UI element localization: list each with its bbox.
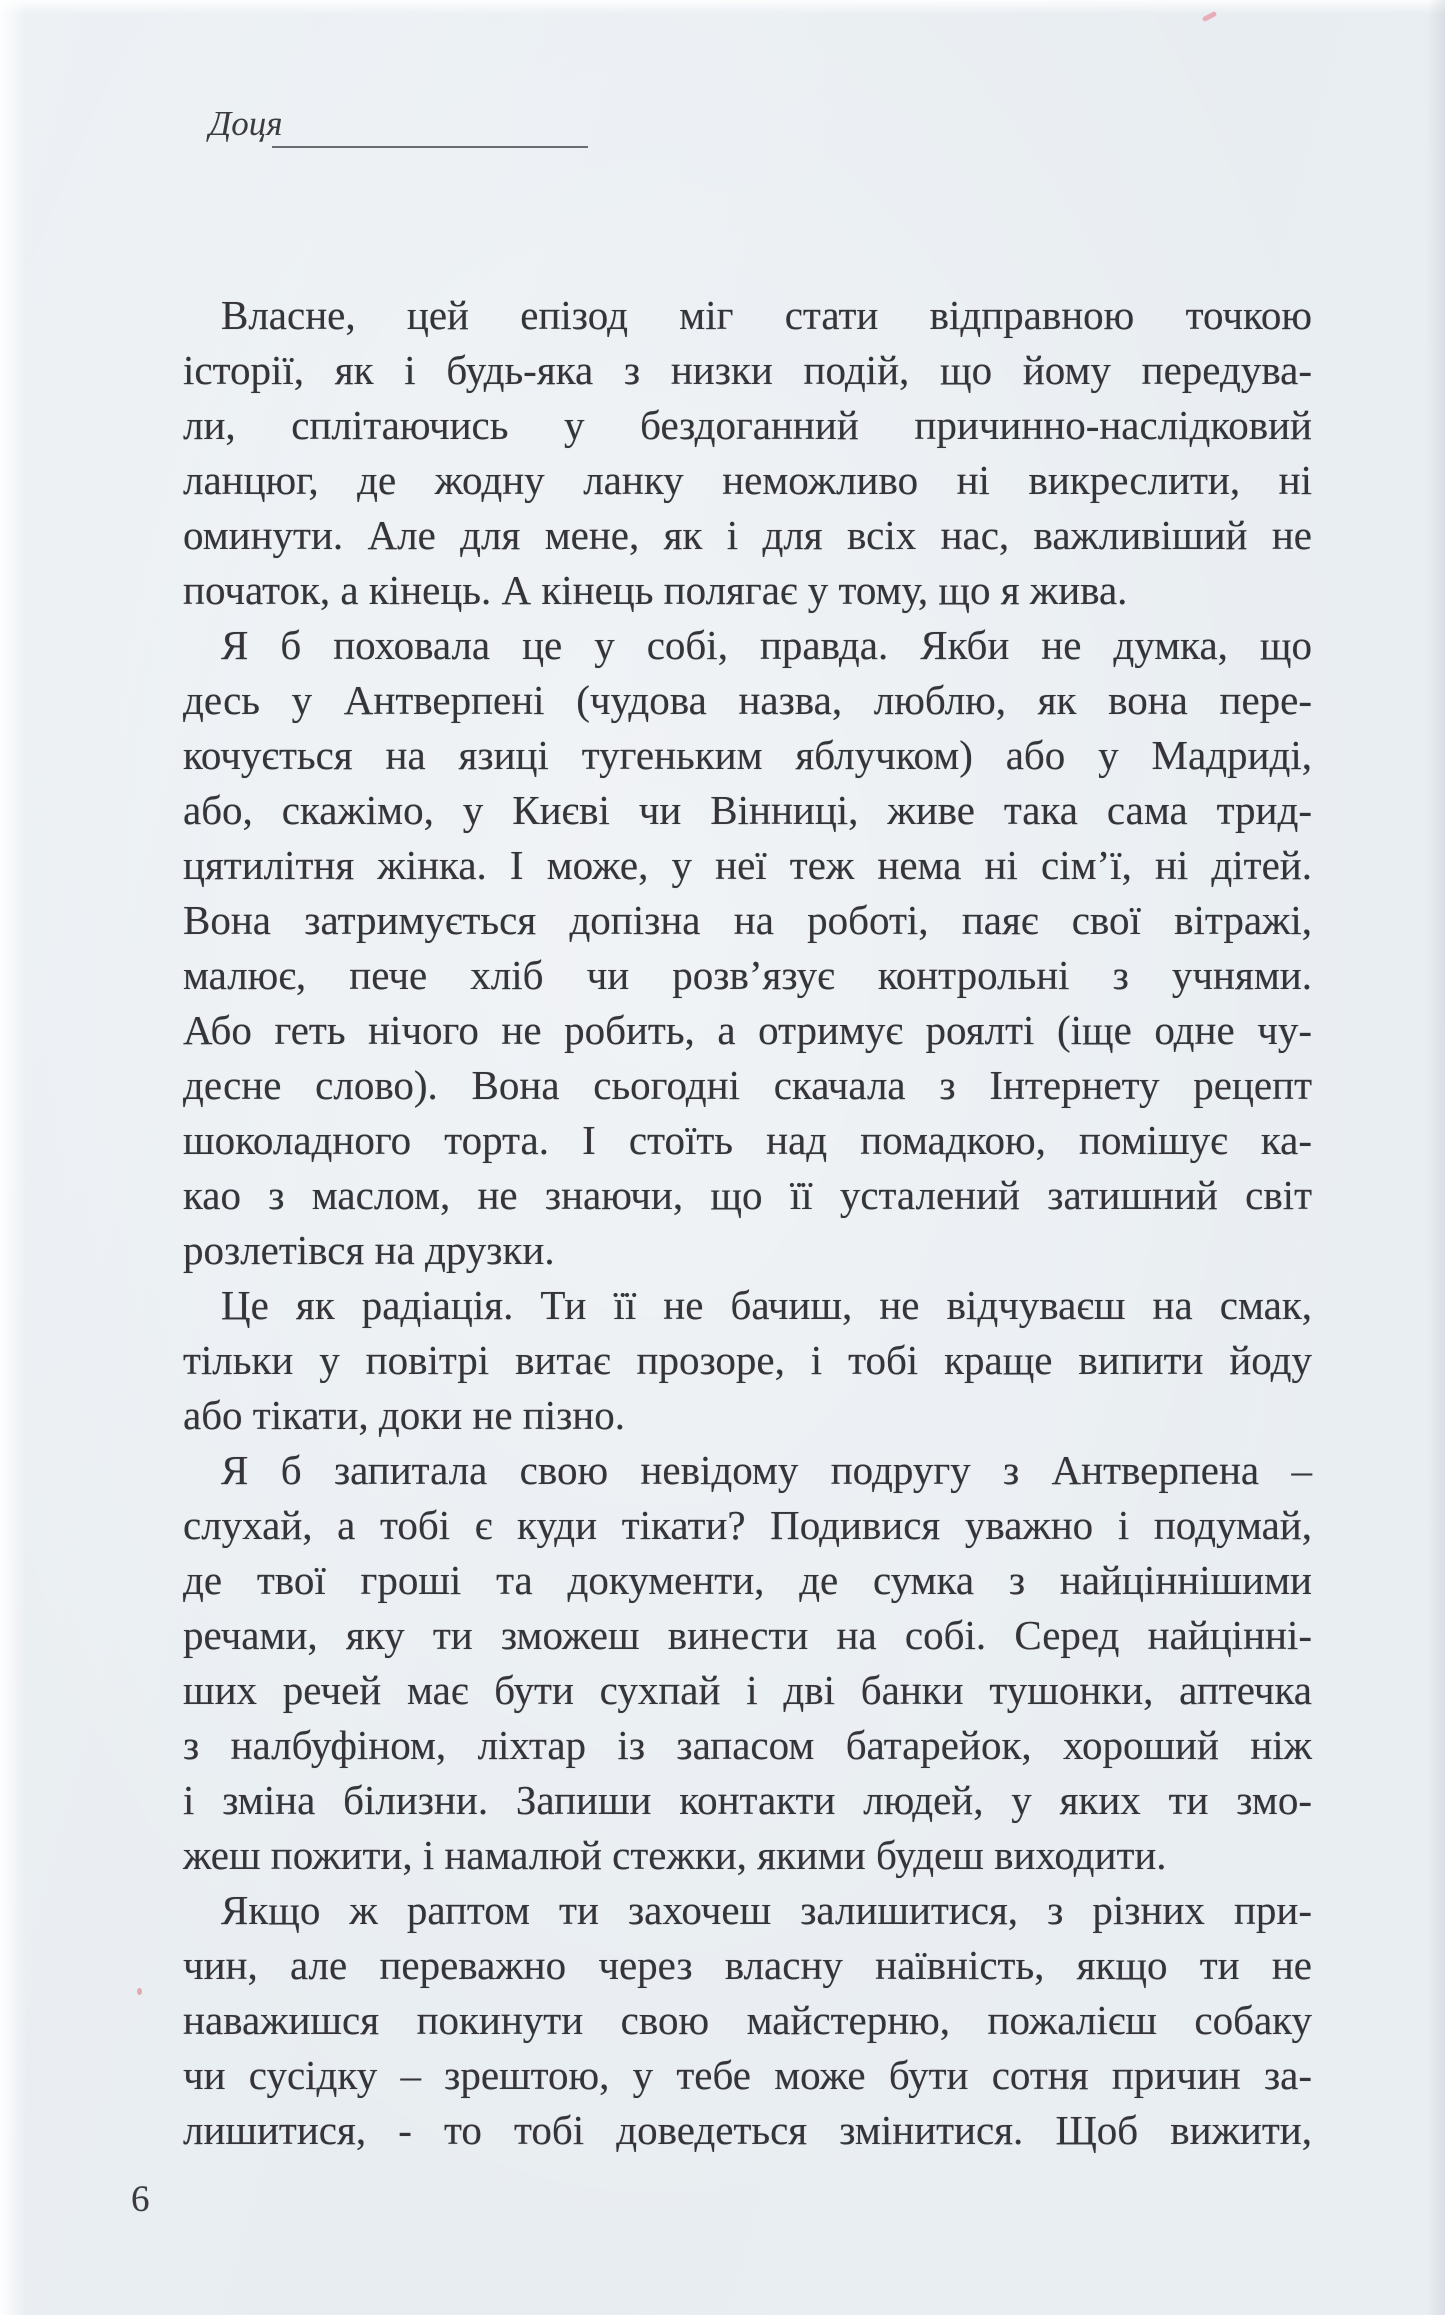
text-line: оминути. Але для мене, як і для всіх нас, важливіший не xyxy=(183,512,1312,558)
text-line: Або геть нічого не робить, а отримує роялті (іще одне чу- xyxy=(183,1007,1312,1053)
paragraph xyxy=(183,1278,1312,1443)
text-line: десне слово). Вона сьогодні скачала з Інтернету рецепт xyxy=(183,1062,1312,1108)
text-line: початок, а кінець. А кінець полягає у тому, що я жива. xyxy=(183,567,1128,613)
scan-artifact-dot xyxy=(137,1988,142,1995)
text-line: лишитися, - то тобі доведеться змінитися. Щоб вижити, xyxy=(183,2107,1312,2153)
text-line: Я б запитала свою невідому подругу з Антверпена – xyxy=(221,1447,1312,1493)
text-line: слухай, а тобі є куди тікати? Подивися уважно і подумай, xyxy=(183,1502,1312,1548)
text-line: малює, пече хліб чи розв’язує контрольні з учнями. xyxy=(183,952,1312,998)
text-line: чи сусідку – зрештою, у тебе може бути сотня причин за- xyxy=(183,2052,1312,2098)
text-line: ланцюг, де жодну ланку неможливо ні викреслити, ні xyxy=(183,457,1312,503)
text-line: кочується на язиці тугеньким яблучком) або у Мадриді, xyxy=(183,732,1312,778)
text-line: ших речей має бути сухпай і дві банки тушонки, аптечка xyxy=(183,1667,1312,1713)
text-line: Я б поховала це у собі, правда. Якби не думка, що xyxy=(221,622,1312,668)
text-line: розлетівся на друзки. xyxy=(183,1227,555,1273)
paragraph xyxy=(183,618,1312,1278)
scan-edge-left xyxy=(0,0,26,2315)
text-line: Власне, цей епізод міг стати відправною точкою xyxy=(221,292,1312,338)
text-line: ли, сплітаючись у бездоганний причинно-наслідковий xyxy=(183,402,1312,448)
text-line: речами, яку ти зможеш винести на собі. Серед найцінні- xyxy=(183,1612,1312,1658)
text-line: десь у Антверпені (чудова назва, люблю, як вона пере- xyxy=(183,677,1312,723)
header-underline xyxy=(272,146,588,148)
scan-edge-right xyxy=(1427,0,1445,2315)
text-line: або тікати, доки не пізно. xyxy=(183,1392,625,1438)
text-line: жеш пожити, і намалюй стежки, якими будеш виходити. xyxy=(183,1832,1167,1878)
text-line: з налбуфіном, ліхтар із запасом батарейок, хороший ніж xyxy=(183,1722,1312,1768)
text-line: Вона затримується допізна на роботі, паяє свої вітражі, xyxy=(183,897,1312,943)
text-line: као з маслом, не знаючи, що її усталений затишний світ xyxy=(183,1172,1312,1218)
running-header-title: Доця xyxy=(209,104,283,143)
text-line: наважишся покинути свою майстерню, пожалієш собаку xyxy=(183,1997,1312,2043)
text-line: де твої гроші та документи, де сумка з найціннішими xyxy=(183,1557,1312,1603)
body-text xyxy=(183,288,1312,2158)
text-line: або, скажімо, у Києві чи Вінниці, живе така сама трид- xyxy=(183,787,1312,833)
text-line: шоколадного торта. І стоїть над помадкою, помішує ка- xyxy=(183,1117,1312,1163)
paragraph xyxy=(183,1443,1312,1883)
text-line: тільки у повітрі витає прозоре, і тобі краще випити йоду xyxy=(183,1337,1312,1383)
text-line: Це як радіація. Ти її не бачиш, не відчуваєш на смак, xyxy=(221,1282,1312,1328)
text-line: і зміна білизни. Запиши контакти людей, у яких ти змо- xyxy=(183,1777,1312,1823)
paragraph xyxy=(183,288,1312,618)
text-line: Якщо ж раптом ти захочеш залишитися, з різних при- xyxy=(221,1887,1312,1933)
page-number: 6 xyxy=(131,2179,150,2220)
text-line: цятилітня жінка. І може, у неї теж нема ні сім’ї, ні дітей. xyxy=(183,842,1312,888)
paragraph xyxy=(183,1883,1312,2158)
scan-edge-top xyxy=(0,0,1445,14)
text-line: історії, як і будь-яка з низки подій, що йому передува- xyxy=(183,347,1312,393)
text-line: чин, але переважно через власну наївність, якщо ти не xyxy=(183,1942,1312,1988)
